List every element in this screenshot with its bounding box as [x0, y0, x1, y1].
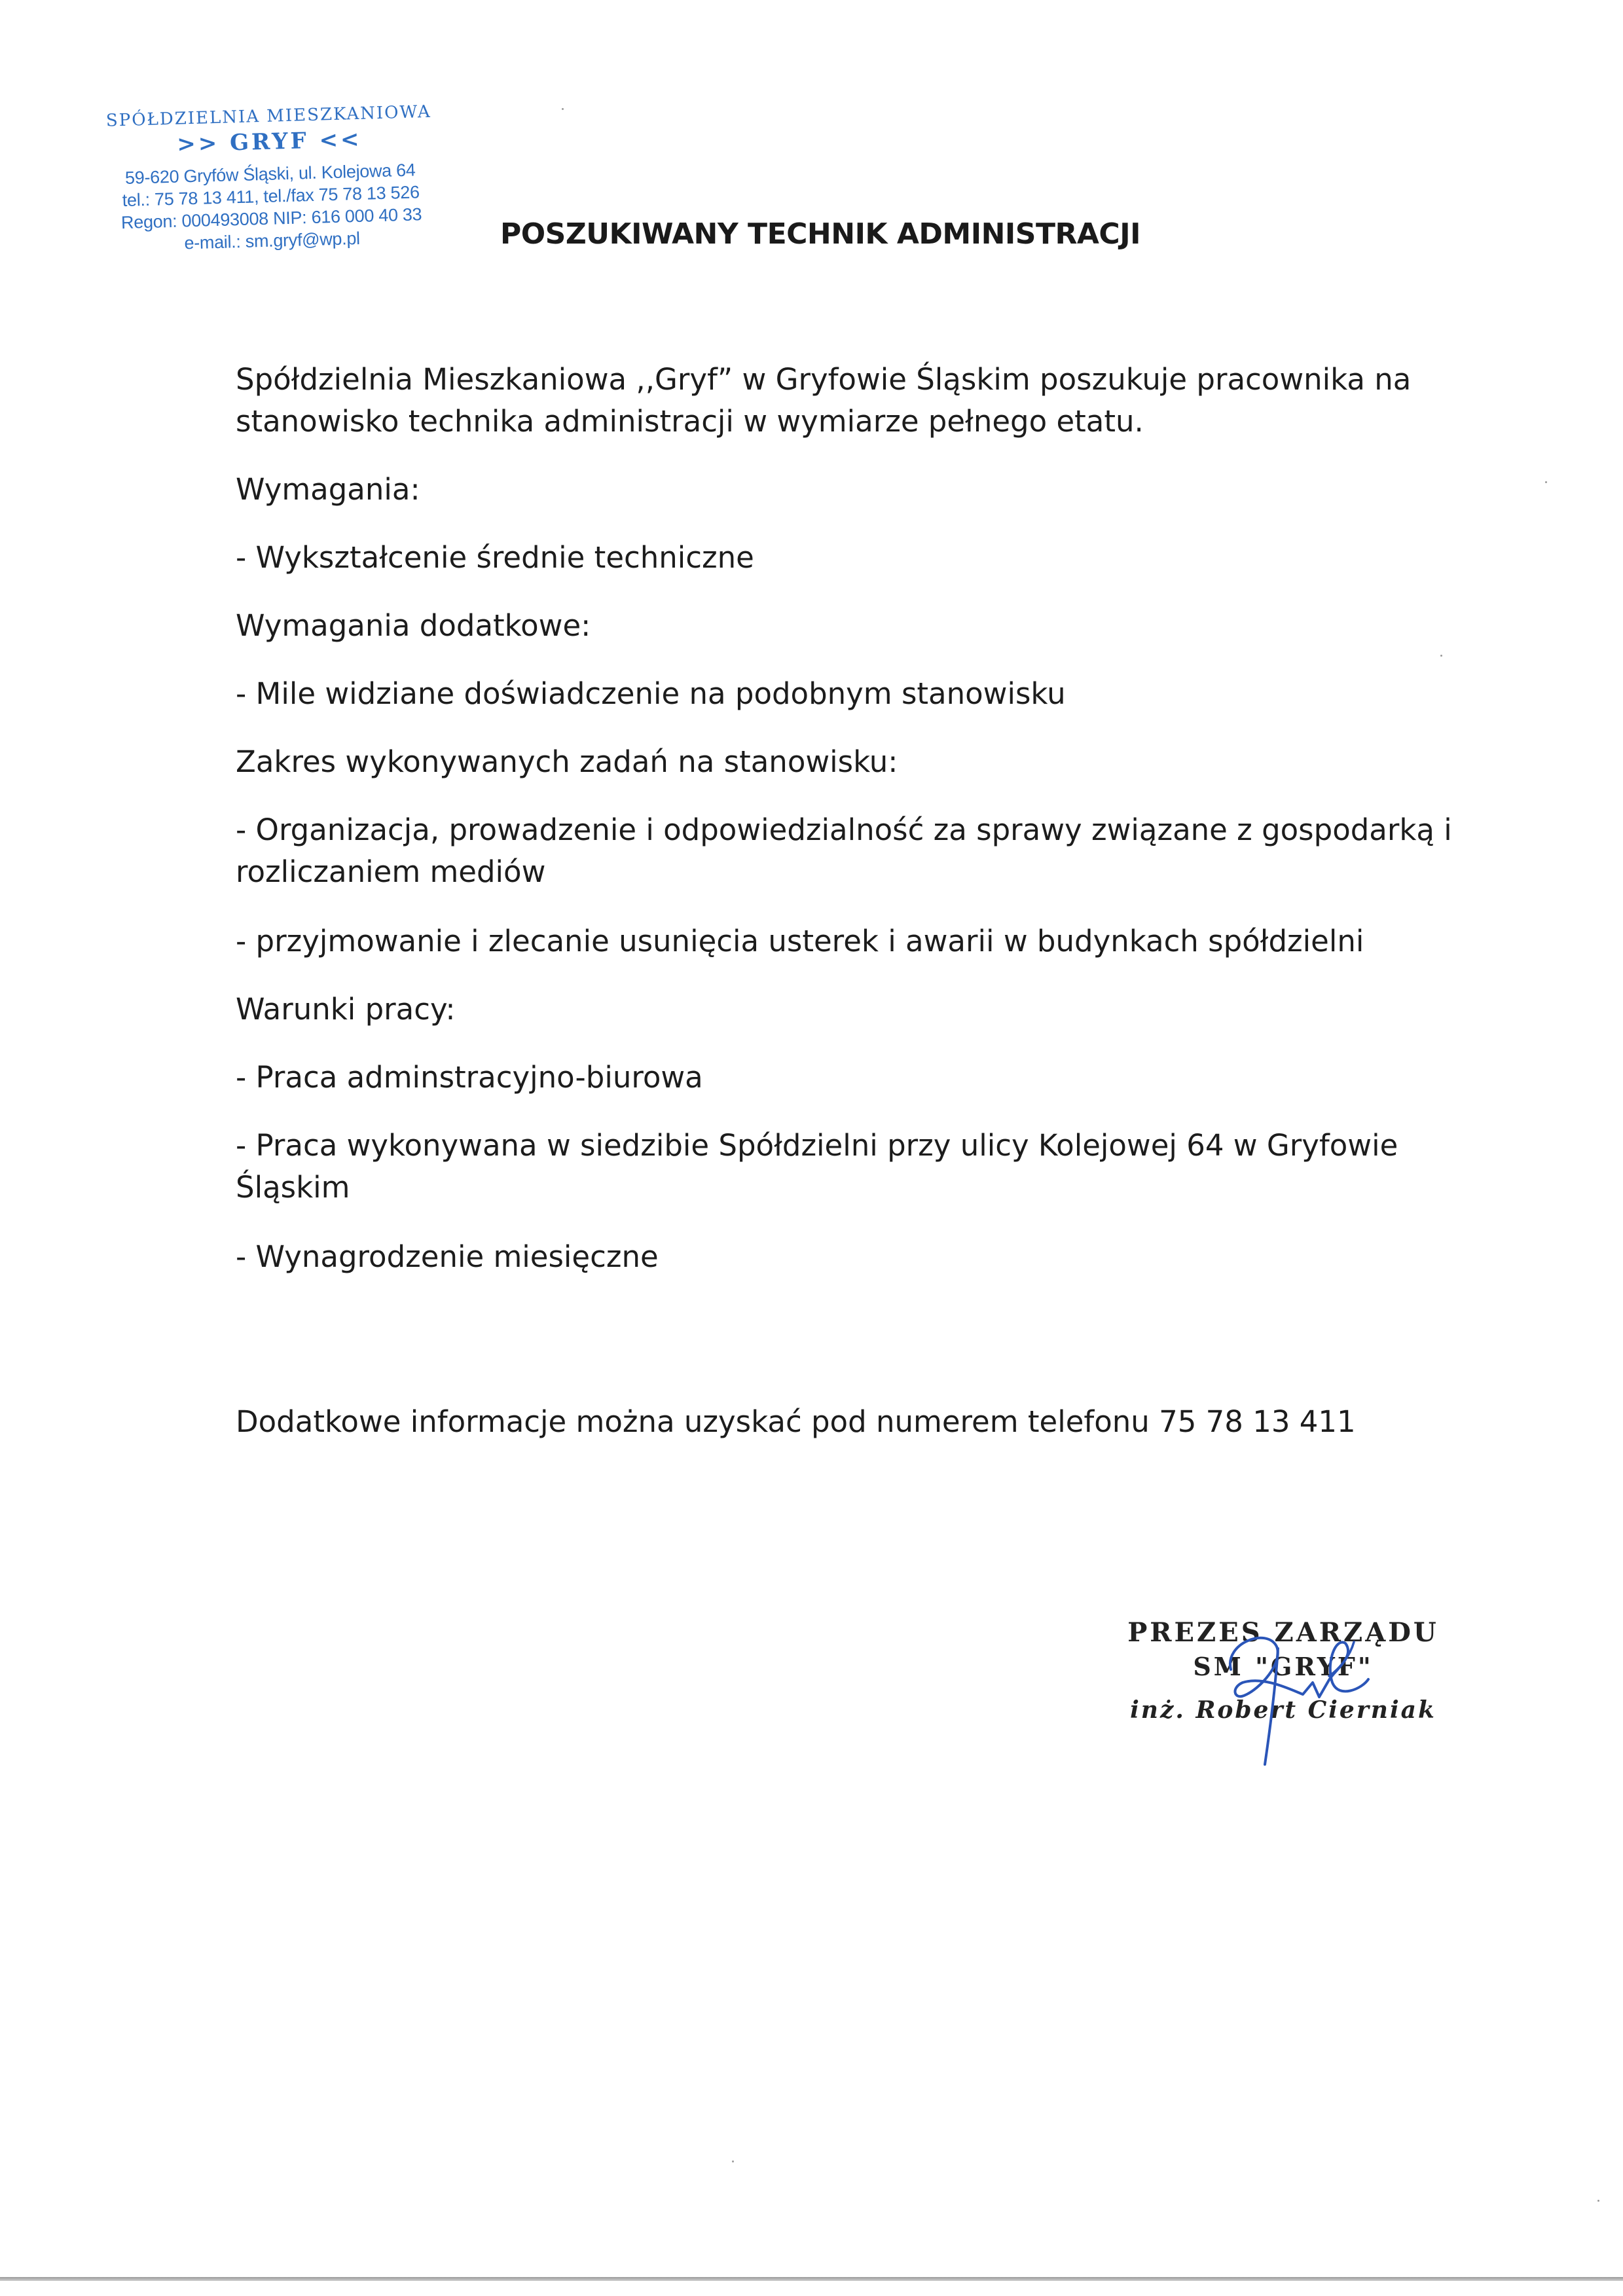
- condition-item: - Praca wykonywana w siedzibie Spółdzielni przy ulicy Kolejowej 64 w Gryfowie Śląskim: [236, 1128, 1398, 1205]
- conditions-heading: Warunki pracy:: [236, 992, 456, 1027]
- duty-item: - przyjmowanie i zlecanie usunięcia usterek i awarii w budynkach spółdzielni: [236, 924, 1364, 958]
- additional-requirement-item: - Mile widziane doświadczenie na podobnym stanowisku: [236, 676, 1066, 711]
- stamp-phone: tel.: 75 78 13 411, tel./fax 75 78 13 526: [122, 182, 420, 211]
- stamp-address: 59-620 Gryfów Śląski, ul. Kolejowa 64: [124, 160, 416, 188]
- requirement-item: - Wykształcenie średnie techniczne: [236, 540, 754, 575]
- scan-speck: [732, 2160, 734, 2162]
- condition-item: - Praca adminstracyjno-biurowa: [236, 1060, 703, 1095]
- signatory-name: inż. Robert Cierniak: [1130, 1696, 1436, 1724]
- condition-item: - Wynagrodzenie miesięczne: [236, 1239, 659, 1274]
- duty-item: - Organizacja, prowadzenie i odpowiedzialność za sprawy związane z gospodarką i rozliczaniem mediów: [236, 812, 1452, 889]
- stamp-title: SPÓŁDZIELNIA MIESZKANIOWA: [105, 101, 432, 131]
- handwritten-signature: [1205, 1617, 1401, 1774]
- stamp-email: e-mail.: sm.gryf@wp.pl: [184, 228, 361, 253]
- stamp-name: >> GRYF <<: [176, 126, 363, 158]
- document-title: POSZUKIWANY TECHNIK ADMINISTRACJI: [500, 217, 1140, 251]
- requirements-heading: Wymagania:: [236, 472, 420, 507]
- contact-info: Dodatkowe informacje można uzyskać pod numerem telefonu 75 78 13 411: [236, 1404, 1356, 1439]
- scan-speck: [562, 108, 564, 110]
- company-stamp: [98, 101, 469, 257]
- additional-requirements-heading: Wymagania dodatkowe:: [236, 608, 591, 643]
- stamp-ids: Regon: 000493008 NIP: 616 000 40 33: [120, 204, 422, 233]
- scan-speck: [1597, 2200, 1599, 2202]
- scan-speck: [1440, 655, 1442, 657]
- signatory-organization: SM "GRYF": [1193, 1652, 1374, 1681]
- intro-paragraph: Spółdzielnia Mieszkaniowa ,,Gryf” w Gryfowie Śląskim poszukuje pracownika na stanowisko technika administracji w wymiarze pełnego etatu.: [236, 362, 1412, 439]
- scan-edge-line: [0, 2277, 1623, 2281]
- scan-speck: [1545, 481, 1547, 483]
- duties-heading: Zakres wykonywanych zadań na stanowisku:: [236, 744, 898, 779]
- document-body: [236, 359, 1453, 1304]
- signatory-role: PREZES ZARZĄDU: [1127, 1617, 1439, 1648]
